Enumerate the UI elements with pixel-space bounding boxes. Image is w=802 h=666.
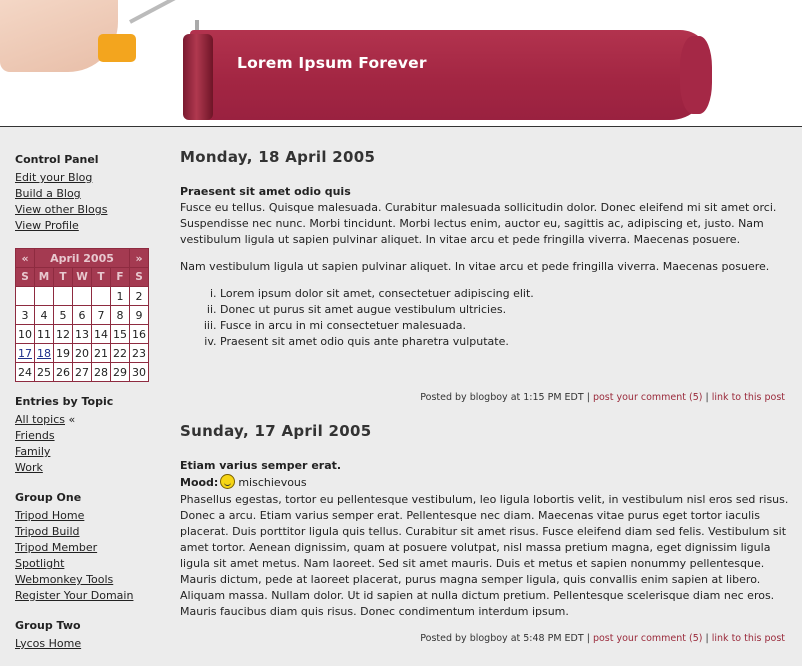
calendar-header-row (16, 249, 149, 268)
post-comment-link[interactable]: post your comment (5) (592, 633, 703, 644)
calendar-weekday: T (54, 268, 73, 287)
roller-frame-graphic (129, 0, 193, 24)
post (180, 422, 790, 647)
footer-separator: | (705, 633, 709, 644)
calendar-day: 21 (92, 344, 111, 363)
view-profile-link[interactable]: View Profile (15, 219, 79, 232)
calendar-day: 24 (16, 363, 35, 382)
post-footer (180, 390, 785, 406)
calendar-day: 9 (130, 306, 149, 325)
all-topics-link[interactable]: All topics (15, 413, 65, 426)
calendar-weekday: W (73, 268, 92, 287)
entries-by-topic-heading: Entries by Topic (15, 395, 114, 408)
lycos-home-link[interactable]: Lycos Home (15, 637, 82, 650)
calendar-day (16, 344, 35, 363)
posted-by-text: Posted by blogboy at 1:15 PM EDT (420, 392, 584, 403)
calendar-day: 15 (111, 325, 130, 344)
calendar-days (16, 287, 149, 382)
calendar-day: 10 (16, 325, 35, 344)
blog-title: Lorem Ipsum Forever (237, 54, 427, 72)
tripod-member-link[interactable]: Tripod Member (15, 541, 98, 554)
calendar-weekday: T (92, 268, 111, 287)
calendar-day: 30 (130, 363, 149, 382)
calendar-weekday: F (111, 268, 130, 287)
group-two-heading: Group Two (15, 619, 81, 632)
calendar-day: 11 (35, 325, 54, 344)
calendar-day: 25 (35, 363, 54, 382)
footer-separator: | (586, 392, 590, 403)
calendar-week-row (16, 363, 149, 382)
tripod-home-link[interactable]: Tripod Home (15, 509, 85, 522)
calendar-empty-cell (92, 287, 111, 306)
calendar-day: 22 (111, 344, 130, 363)
calendar-day: 27 (73, 363, 92, 382)
calendar-weekday: S (16, 268, 35, 287)
calendar-week-row (16, 344, 149, 363)
main-content (180, 148, 790, 647)
posted-by-text: Posted by blogboy at 5:48 PM EDT (420, 633, 584, 644)
calendar-prev-month-link[interactable]: « (16, 249, 35, 268)
post (180, 148, 790, 406)
calendar-weekday: M (35, 268, 54, 287)
calendar-day: 26 (54, 363, 73, 382)
entries-by-topic-section (15, 394, 155, 476)
post-paragraph: Phasellus egestas, tortor eu pellentesque vestibulum, leo ligula lobortis velit, in vestibulum nisl eros sed risus. Donec a arcu. Etiam varius semper erat. Pellentesque nec diam. Maecenas vitae purus eget tortor iaculis placerat. Duis porttitor ligula quis tellus. Curabitur sit amet risus. Fusce eleifend diam sed felis. Vestibulum sit amet tortor. Aenean dignissim, quam at posuere volutpat, nisl massa pretium magna, eget dignissim ligula ligula sit amet metus. Nam laoreet. Sed sit amet mauris. Duis et metus et sapien nonummy pellentesque. Mauris dictum, pede at laoreet placerat, purus magna semper ligula, quis convallis enim sapien at libero. Aliquam massa. Nullam dolor. Ut id sapien at nulla dictum pretium. Pellentesque scelerisque diam nec eros. Mauris faucibus diam quis risus. Donec condimentum interdum ipsum. (180, 493, 789, 618)
post-title: Etiam varius semper erat. (180, 459, 342, 472)
topic-work-link[interactable]: Work (15, 461, 43, 474)
permalink-link[interactable]: link to this post (711, 392, 785, 403)
control-panel-section (15, 152, 155, 234)
list-item: iv. Praesent sit amet odio quis ante pharetra vulputate. (220, 334, 790, 350)
calendar-day: 1 (111, 287, 130, 306)
calendar-day: 19 (54, 344, 73, 363)
calendar (15, 248, 149, 382)
calendar-day: 14 (92, 325, 111, 344)
calendar-month-label: April 2005 (35, 249, 130, 268)
calendar-empty-cell (35, 287, 54, 306)
post-mood (180, 474, 790, 492)
calendar-day: 8 (111, 306, 130, 325)
control-panel-heading: Control Panel (15, 153, 99, 166)
post-paragraph: Fusce eu tellus. Quisque malesuada. Curabitur malesuada sollicitudin dolor. Donec eleifend mi sit amet orci. Suspendisse nec nunc. Morbi tincidunt. Morbi lectus enim, auctor eu, sagittis ac, adipiscing et, justo. Nam vestibulum ligula ut sapien pulvinar aliquet. In vitae arcu et pede fringilla viverra. Maecenas posuere. (180, 201, 777, 246)
post-date-heading: Sunday, 17 April 2005 (180, 422, 372, 440)
calendar-weekday: S (130, 268, 149, 287)
calendar-day: 7 (92, 306, 111, 325)
calendar-day: 23 (130, 344, 149, 363)
webmonkey-tools-link[interactable]: Webmonkey Tools (15, 573, 114, 586)
post-list (220, 286, 790, 350)
sidebar (15, 152, 155, 666)
mood-value: mischievous (238, 476, 307, 489)
calendar-week-row (16, 325, 149, 344)
paint-stroke-end-graphic (680, 36, 712, 114)
tripod-build-link[interactable]: Tripod Build (15, 525, 80, 538)
spotlight-link[interactable]: Spotlight (15, 557, 65, 570)
calendar-week-row (16, 287, 149, 306)
post-title: Praesent sit amet odio quis (180, 185, 351, 198)
calendar-day: 2 (130, 287, 149, 306)
post-body (180, 200, 790, 350)
calendar-day: 4 (35, 306, 54, 325)
blog-header-banner (0, 0, 802, 127)
post-body (180, 492, 790, 620)
smiley-icon (220, 474, 235, 489)
footer-separator: | (705, 392, 709, 403)
permalink-link[interactable]: link to this post (711, 633, 785, 644)
calendar-day: 13 (73, 325, 92, 344)
group-two-section (15, 618, 155, 652)
calendar-day: 16 (130, 325, 149, 344)
list-item: iii. Fusce in arcu in mi consectetuer malesuada. (220, 318, 790, 334)
calendar-day-link[interactable]: 17 (18, 346, 32, 360)
calendar-weekday-row (16, 268, 149, 287)
group-one-heading: Group One (15, 491, 82, 504)
calendar-day (35, 344, 54, 363)
all-topics-row (15, 412, 155, 428)
view-other-blogs-link[interactable]: View other Blogs (15, 203, 108, 216)
mood-label: Mood: (180, 476, 219, 489)
calendar-day: 28 (92, 363, 111, 382)
calendar-empty-cell (16, 287, 35, 306)
roller-handle-graphic (98, 34, 136, 62)
calendar-week-row (16, 306, 149, 325)
footer-separator: | (586, 633, 590, 644)
paint-roller-graphic (183, 34, 213, 120)
calendar-day: 3 (16, 306, 35, 325)
calendar-empty-cell (54, 287, 73, 306)
register-domain-link[interactable]: Register Your Domain (15, 589, 134, 602)
calendar-day-link[interactable]: 18 (37, 346, 51, 360)
calendar-day: 29 (111, 363, 130, 382)
calendar-day: 12 (54, 325, 73, 344)
list-item: ii. Donec ut purus sit amet augue vestibulum ultricies. (220, 302, 790, 318)
post-date-heading: Monday, 18 April 2005 (180, 148, 376, 166)
list-item: i. Lorem ipsum dolor sit amet, consectetuer adipiscing elit. (220, 286, 790, 302)
build-blog-link[interactable]: Build a Blog (15, 187, 81, 200)
topic-friends-link[interactable]: Friends (15, 429, 55, 442)
edit-blog-link[interactable]: Edit your Blog (15, 171, 93, 184)
post-paragraph: Nam vestibulum ligula ut sapien pulvinar aliquet. In vitae arcu et pede fringilla viverra. Maecenas posuere. (180, 260, 770, 273)
paint-stroke-graphic (190, 30, 710, 120)
current-topic-marker: « (68, 413, 76, 426)
topic-family-link[interactable]: Family (15, 445, 51, 458)
group-one-section (15, 490, 155, 604)
calendar-next-month-link[interactable]: » (130, 249, 149, 268)
calendar-empty-cell (73, 287, 92, 306)
calendar-day: 6 (73, 306, 92, 325)
calendar-day: 5 (54, 306, 73, 325)
calendar-day: 20 (73, 344, 92, 363)
post-comment-link[interactable]: post your comment (5) (592, 392, 703, 403)
